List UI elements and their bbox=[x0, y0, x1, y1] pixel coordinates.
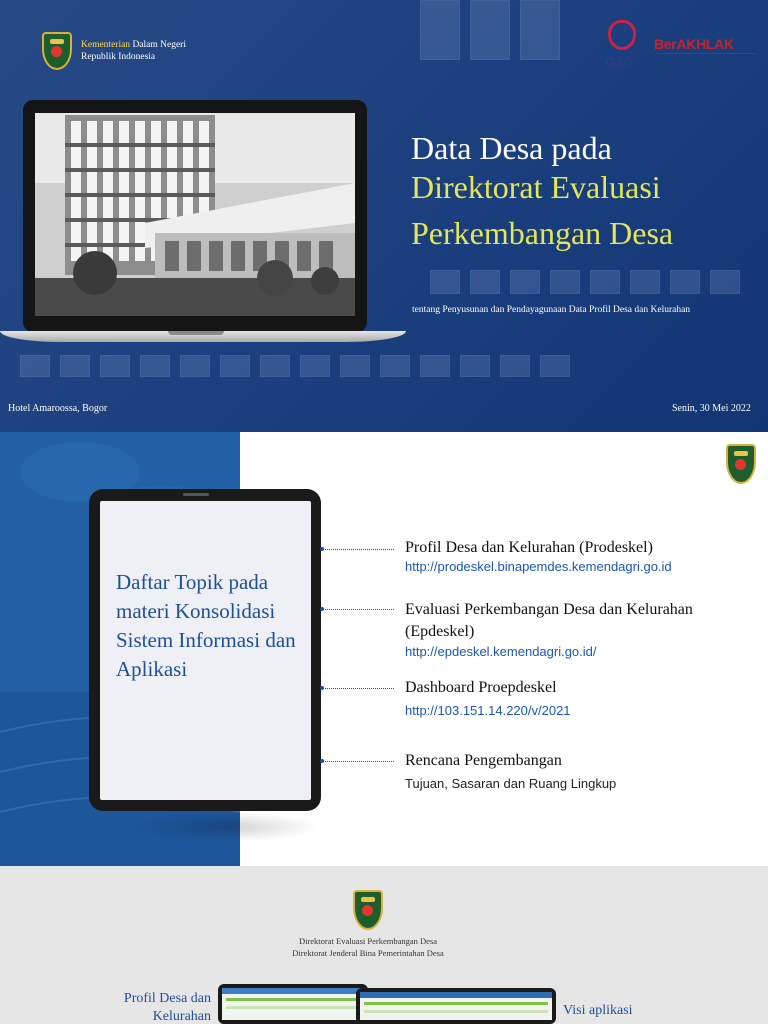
g20-logo: G20 bbox=[602, 20, 642, 76]
event-date: Senin, 30 Mei 2022 bbox=[672, 403, 751, 414]
connector-line bbox=[322, 549, 394, 550]
topics-slide bbox=[0, 432, 768, 866]
berakhlak-tagline bbox=[656, 53, 756, 61]
app-label: Profil Desa dan Kelurahan bbox=[123, 991, 211, 1024]
laptop-notch bbox=[168, 331, 224, 335]
app-screen bbox=[222, 988, 364, 1020]
title-line-2: Direktorat Evaluasi bbox=[411, 169, 661, 205]
connector-dot bbox=[320, 686, 324, 690]
connector-dot bbox=[320, 607, 324, 611]
subtitle: tentang Penyusunan dan Pendayagunaan Data Profil Desa dan Kelurahan bbox=[412, 305, 691, 315]
topic-heading: Evaluasi Perkembangan Desa dan Kelurahan (Epdeskel) bbox=[405, 601, 693, 640]
topic-link[interactable]: http://103.151.14.220/v/2021 bbox=[405, 703, 571, 718]
application-slide bbox=[0, 866, 768, 1024]
topic-link[interactable]: http://prodeskel.binapemdes.kemendagri.go.id bbox=[405, 559, 672, 574]
topic-link[interactable]: http://epdeskel.kemendagri.go.id/ bbox=[405, 644, 597, 659]
title-slide bbox=[0, 0, 768, 432]
ministry-seal-icon bbox=[42, 32, 72, 70]
visi-label: Visi aplikasi bbox=[563, 1003, 633, 1018]
berakhlak-logo: BerAKHLAK bbox=[654, 36, 734, 52]
g20-emblem-icon bbox=[608, 20, 636, 50]
connector-dot bbox=[320, 547, 324, 551]
title-line-3: Perkembangan Desa bbox=[411, 215, 674, 251]
topic-heading: Profil Desa dan Kelurahan (Prodeskel) bbox=[405, 539, 653, 556]
tablet-camera bbox=[183, 493, 209, 496]
connector-line bbox=[322, 688, 394, 689]
topics-title: Daftar Topik pada materi Konsolidasi Sistem Informasi dan Aplikasi bbox=[116, 570, 296, 681]
laptop-mockup bbox=[23, 100, 367, 332]
directorate-name: Direktorat Evaluasi Perkembangan Desa bbox=[298, 936, 438, 946]
connector-line bbox=[322, 761, 394, 762]
monitor-screenshot bbox=[356, 988, 556, 1024]
connector-line bbox=[322, 609, 394, 610]
topic-detail: Tujuan, Sasaran dan Ruang Lingkup bbox=[405, 776, 617, 791]
laptop-screenshot bbox=[218, 984, 368, 1024]
ministry-seal-icon bbox=[353, 890, 383, 930]
topic-heading: Rencana Pengembangan bbox=[405, 752, 562, 769]
topic-heading: Dashboard Proepdeskel bbox=[405, 679, 557, 696]
ministry-name: Kementerian Dalam Negeri Republik Indonesia bbox=[81, 40, 186, 62]
title-line-1: Data Desa pada bbox=[411, 130, 612, 166]
venue: Hotel Amaroossa, Bogor bbox=[8, 403, 108, 414]
tablet-shadow bbox=[130, 812, 320, 842]
building-photo bbox=[35, 113, 355, 316]
directorate-general-name: Direktorat Jenderal Bina Pemerintahan Desa bbox=[292, 948, 444, 958]
connector-dot bbox=[320, 759, 324, 763]
app-screen bbox=[360, 992, 552, 1020]
